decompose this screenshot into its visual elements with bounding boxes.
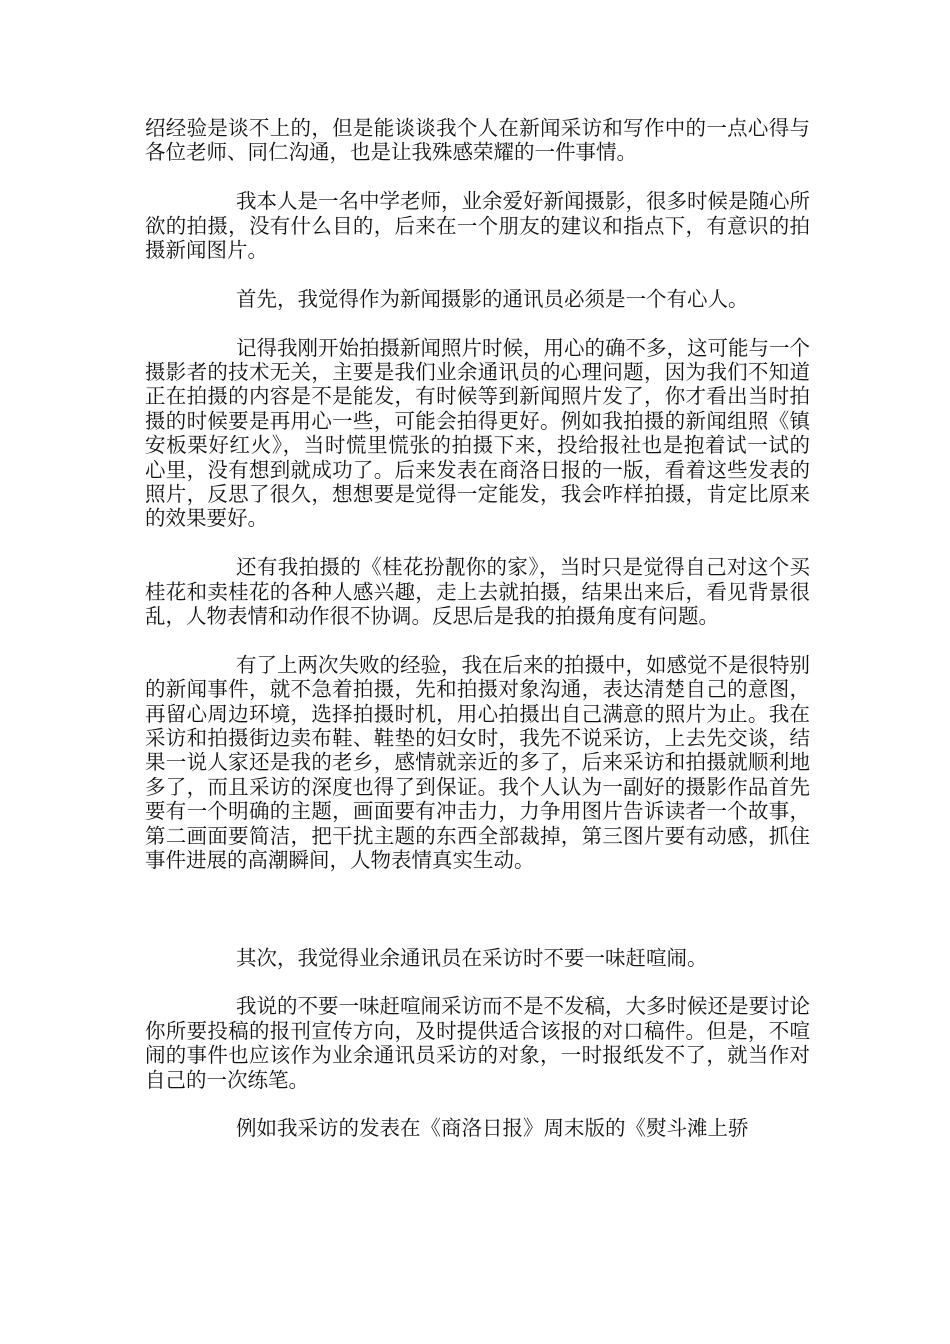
paragraph-1: 绍经验是谈不上的，但是能谈谈我个人在新闻采访和写作中的一点心得与各位老师、同仁沟通，也是让我殊感荣耀的一件事情。 <box>145 116 810 165</box>
paragraph-5: 还有我拍摄的《桂花扮靓你的家》，当时只是觉得自己对这个买桂花和卖桂花的各种人感兴趣，走上去就拍摄，结果出来后，看见背景很乱，人物表情和动作很不协调。反思后是我的拍摄角度有问题。 <box>145 555 810 629</box>
paragraph-6: 有了上两次失败的经验，我在后来的拍摄中，如感觉不是很特别的新闻事件，就不急着拍摄，先和拍摄对象沟通，表达清楚自己的意图，再留心周边环境，选择拍摄时机，用心拍摄出自己满意的照片为止。我在采访和拍摄街边卖布鞋、鞋垫的妇女时，我先不说采访，上去先交谈，结果一说人家还是我的老乡，感情就亲近的多了，后来采访和拍摄就顺利地多了，而且采访的深度也得了到保证。我个人认为一副好的摄影作品首先要有一个明确的主题，画面要有冲击力，力争用图片告诉读者一个故事，第二画面要简洁，把干扰主题的东西全部裁掉，第三图片要有动感，抓住事件进展的高潮瞬间，人物表情真实生动。 <box>145 652 810 873</box>
paragraph-9: 例如我采访的发表在《商洛日报》周末版的《熨斗滩上骄 <box>236 1116 749 1141</box>
paragraph-7: 其次，我觉得业余通讯员在采访时不要一味赶喧闹。 <box>236 945 708 970</box>
paragraph-8: 我说的不要一味赶喧闹采访而不是不发稿，大多时候还是要讨论你所要投稿的报刊宣传方向，及时提供适合该报的对口稿件。但是，不喧闹的事件也应该作为业余通讯员采访的对象，一时报纸发不了，就当作对自己的一次练笔。 <box>145 994 810 1092</box>
paragraph-2: 我本人是一名中学老师，业余爱好新闻摄影，很多时候是随心所欲的拍摄，没有什么目的，后来在一个朋友的建议和指点下，有意识的拍摄新闻图片。 <box>145 189 810 263</box>
paragraph-4: 记得我刚开始拍摄新闻照片时候，用心的确不多，这可能与一个摄影者的技术无关，主要是我们业余通讯员的心理问题，因为我们不知道正在拍摄的内容是不是能发，有时候等到新闻照片发了，你才看出当时拍摄的时候要是再用心一些，可能会拍得更好。例如我拍摄的新闻组照《镇安板栗好红火》，当时慌里慌张的拍摄下来，投给报社也是抱着试一试的心里，没有想到就成功了。后来发表在商洛日报的一版，看着这些发表的照片，反思了很久，想想要是觉得一定能发，我会咋样拍摄，肯定比原来的效果要好。 <box>145 335 810 531</box>
document-body <box>145 116 810 1165</box>
paragraph-3: 首先，我觉得作为新闻摄影的通讯员必须是一个有心人。 <box>236 286 749 311</box>
